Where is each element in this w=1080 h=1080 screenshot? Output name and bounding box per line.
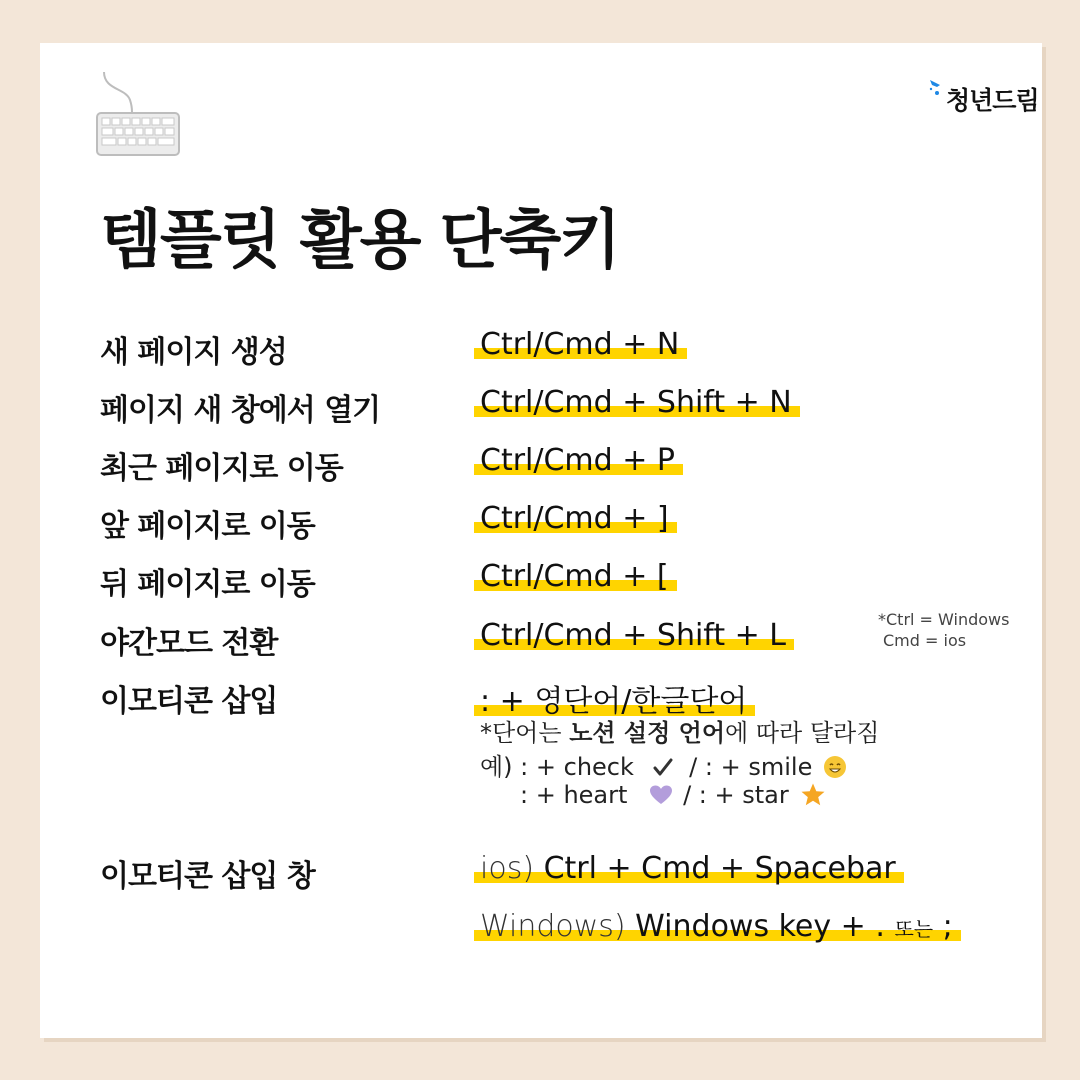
shortcut-keys: Ctrl/Cmd + ]	[474, 501, 677, 536]
shortcut-keys	[474, 909, 961, 944]
shortcut-keys: : + 영단어/한글단어	[474, 676, 755, 720]
emoji-example-text: 예) : + check	[480, 753, 634, 781]
os-note-line: *Ctrl = Windows	[878, 610, 1010, 629]
shortcut-keys	[474, 851, 904, 886]
emoji-example-row	[520, 781, 826, 809]
key-combo: Ctrl + Cmd + Spacebar	[543, 851, 896, 886]
emoji-note-text: *단어는	[480, 719, 570, 747]
checkmark-icon	[652, 756, 674, 778]
or-text: 또는	[894, 917, 934, 941]
shortcut-label: 이모티콘 삽입 창	[100, 859, 315, 894]
emoji-example-text: / : + star	[683, 781, 789, 809]
star-icon	[800, 782, 826, 808]
shortcut-keys: Ctrl/Cmd + Shift + N	[474, 385, 800, 420]
emoji-note-text: 에 따라 달라짐	[725, 719, 880, 747]
shortcut-keys: Ctrl/Cmd + N	[474, 327, 687, 362]
emoji-example-text: : + heart	[520, 781, 628, 809]
emoji-note-emphasis: 노션 설정 언어	[569, 719, 726, 747]
airplane-icon	[928, 77, 944, 97]
page-title: 템플릿 활용 단축키	[100, 204, 620, 278]
shortcut-label: 최근 페이지로 이동	[100, 451, 343, 486]
shortcut-keys: Ctrl/Cmd + Shift + L	[474, 618, 794, 653]
content-card	[40, 43, 1042, 1038]
key-combo: ;	[942, 909, 953, 944]
shortcut-label: 새 페이지 생성	[100, 335, 287, 370]
shortcut-label: 이모티콘 삽입	[100, 684, 278, 719]
emoji-example-row	[480, 747, 846, 782]
purple-heart-icon	[649, 784, 673, 806]
brand-name: 청년드림	[946, 86, 1039, 115]
os-prefix: Windows)	[480, 909, 626, 944]
emoji-note	[480, 713, 879, 748]
os-prefix: ios)	[480, 851, 535, 886]
shortcut-label: 앞 페이지로 이동	[100, 509, 315, 544]
shortcut-label: 뒤 페이지로 이동	[100, 567, 315, 602]
key-combo: Windows key + .	[635, 909, 885, 944]
shortcut-label: 야간모드 전환	[100, 626, 278, 661]
os-note	[878, 609, 1009, 651]
shortcut-keys: Ctrl/Cmd + P	[474, 443, 683, 478]
os-note-line: Cmd = ios	[883, 631, 967, 650]
emoji-example-text: / : + smile	[681, 753, 813, 781]
shortcut-keys: Ctrl/Cmd + [	[474, 559, 677, 594]
shortcut-label: 페이지 새 창에서 열기	[100, 393, 381, 428]
keyboard-icon	[96, 70, 186, 160]
smile-icon	[824, 756, 846, 778]
brand-logo	[928, 77, 1039, 117]
